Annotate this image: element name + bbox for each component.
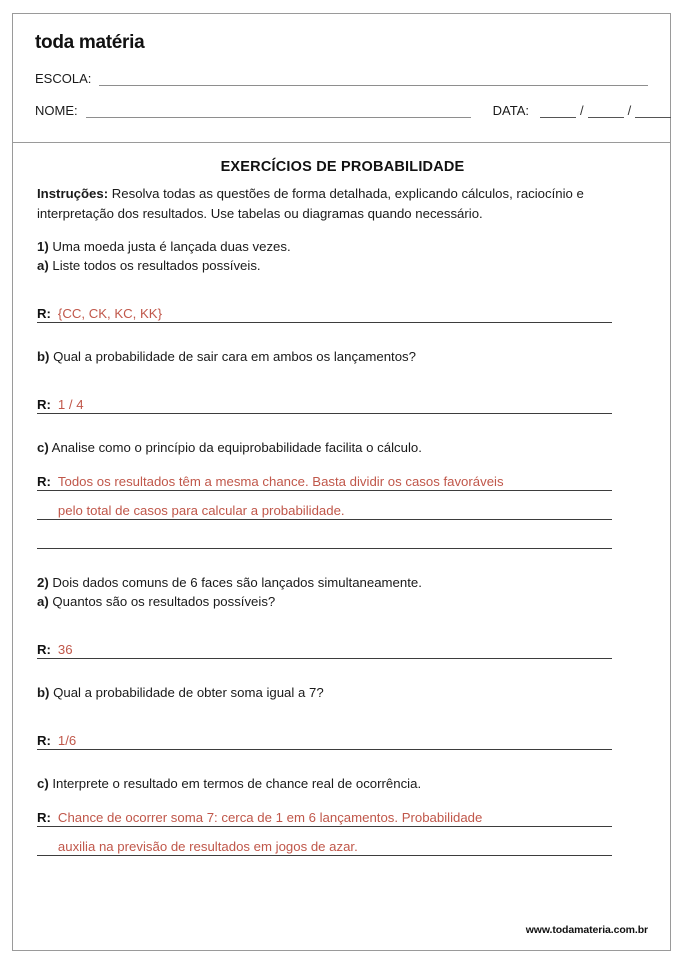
question-1c-prompt <box>37 438 648 457</box>
question-2a-letter: a) <box>37 594 49 609</box>
question-2c-text: Interprete o resultado em termos de chance real de ocorrência. <box>48 776 422 791</box>
question-2c-letter: c) <box>37 776 49 791</box>
answer-text: Todos os resultados têm a mesma chance. Basta dividir os casos favoráveis <box>57 474 504 489</box>
nome-input-line[interactable] <box>86 105 471 118</box>
instructions-paragraph <box>37 184 648 223</box>
question-1a-prompt <box>37 256 648 275</box>
spacer <box>37 553 648 573</box>
spacer <box>37 375 648 388</box>
data-field-group <box>493 103 675 118</box>
question-1 <box>37 237 648 549</box>
answer-line[interactable] <box>37 831 612 856</box>
answer-line[interactable] <box>37 802 612 827</box>
escola-label: ESCOLA: <box>35 71 92 86</box>
question-2 <box>37 573 648 856</box>
answer-line[interactable] <box>37 495 612 520</box>
worksheet-content <box>13 143 670 856</box>
question-1b-letter: b) <box>37 349 50 364</box>
answer-prefix: R: <box>37 474 51 489</box>
answer-line[interactable] <box>37 633 612 659</box>
answer-text: 1/6 <box>57 733 77 748</box>
spacer <box>37 754 648 774</box>
question-1b-prompt <box>37 347 648 366</box>
question-1b-text: Qual a probabilidade de sair cara em ambos os lançamentos? <box>49 349 416 364</box>
answer-line[interactable] <box>37 524 612 549</box>
question-2-stem <box>37 573 648 592</box>
question-2c-answer-block <box>37 802 648 856</box>
question-1b-answer-block <box>37 375 648 414</box>
answer-text: pelo total de casos para calcular a probabilidade. <box>57 503 345 518</box>
question-2b-letter: b) <box>37 685 50 700</box>
spacer <box>37 620 648 633</box>
data-day-input[interactable] <box>540 106 576 118</box>
answer-prefix: R: <box>37 642 51 657</box>
answer-prefix: R: <box>37 733 51 748</box>
answer-text: {CC, CK, KC, KK} <box>57 306 162 321</box>
answer-line[interactable] <box>37 466 612 491</box>
page-title: EXERCÍCIOS DE PROBABILIDADE <box>220 159 465 175</box>
escola-input-line[interactable] <box>99 73 648 86</box>
answer-text: 36 <box>57 642 73 657</box>
question-1a-letter: a) <box>37 258 49 273</box>
nome-label: NOME: <box>35 103 78 118</box>
question-2a-prompt <box>37 592 648 611</box>
question-2a-text: Quantos são os resultados possíveis? <box>48 594 276 609</box>
question-2b-prompt <box>37 683 648 702</box>
question-1a-text: Liste todos os resultados possíveis. <box>48 258 261 273</box>
data-month-input[interactable] <box>588 106 624 118</box>
date-separator-1: / <box>579 103 584 118</box>
question-2-number: 2) <box>37 575 49 590</box>
answer-line[interactable] <box>37 297 612 323</box>
instructions-label: Instruções: <box>37 186 109 201</box>
spacer <box>37 663 648 683</box>
spacer <box>37 284 648 297</box>
question-1-stem <box>37 237 648 256</box>
spacer <box>37 418 648 438</box>
brand-logo: toda matéria <box>35 32 145 53</box>
answer-text: auxilia na previsão de resultados em jogos de azar. <box>57 839 358 854</box>
answer-prefix: R: <box>37 397 51 412</box>
answer-prefix: R: <box>37 306 51 321</box>
footer-url: www.todamateria.com.br <box>525 924 648 936</box>
data-year-input[interactable] <box>635 106 671 118</box>
question-2-stem-text: Dois dados comuns de 6 faces são lançados simultaneamente. <box>48 575 422 590</box>
answer-text: Chance de ocorrer soma 7: cerca de 1 em 6 lançamentos. Probabilidade <box>57 810 483 825</box>
data-label: DATA: <box>492 103 529 118</box>
question-2c-prompt <box>37 774 648 793</box>
question-1c-text: Analise como o princípio da equiprobabilidade facilita o cálculo. <box>48 440 422 455</box>
answer-prefix: R: <box>37 810 51 825</box>
question-1-number: 1) <box>37 239 49 254</box>
question-2b-text: Qual a probabilidade de obter soma igual a 7? <box>49 685 324 700</box>
date-separator-2: / <box>627 103 632 118</box>
question-1-stem-text: Uma moeda justa é lançada duas vezes. <box>48 239 291 254</box>
instructions-text: Resolva todas as questões de forma detalhada, explicando cálculos, raciocínio e interpretação dos resultados. Use tabelas ou diagramas quando necessário. <box>37 186 584 221</box>
question-2b-answer-block <box>37 711 648 750</box>
question-2a-answer-block <box>37 620 648 659</box>
answer-line[interactable] <box>37 724 612 750</box>
question-1a-answer-block <box>37 284 648 323</box>
question-1c-letter: c) <box>37 440 49 455</box>
nome-data-field-row <box>35 103 648 118</box>
spacer <box>37 327 648 347</box>
worksheet-page <box>12 13 671 951</box>
answer-text: 1 / 4 <box>57 397 84 412</box>
question-1c-answer-block <box>37 466 648 549</box>
answer-line[interactable] <box>37 388 612 414</box>
worksheet-header <box>13 14 670 143</box>
escola-field-row <box>35 72 648 86</box>
spacer <box>37 711 648 724</box>
